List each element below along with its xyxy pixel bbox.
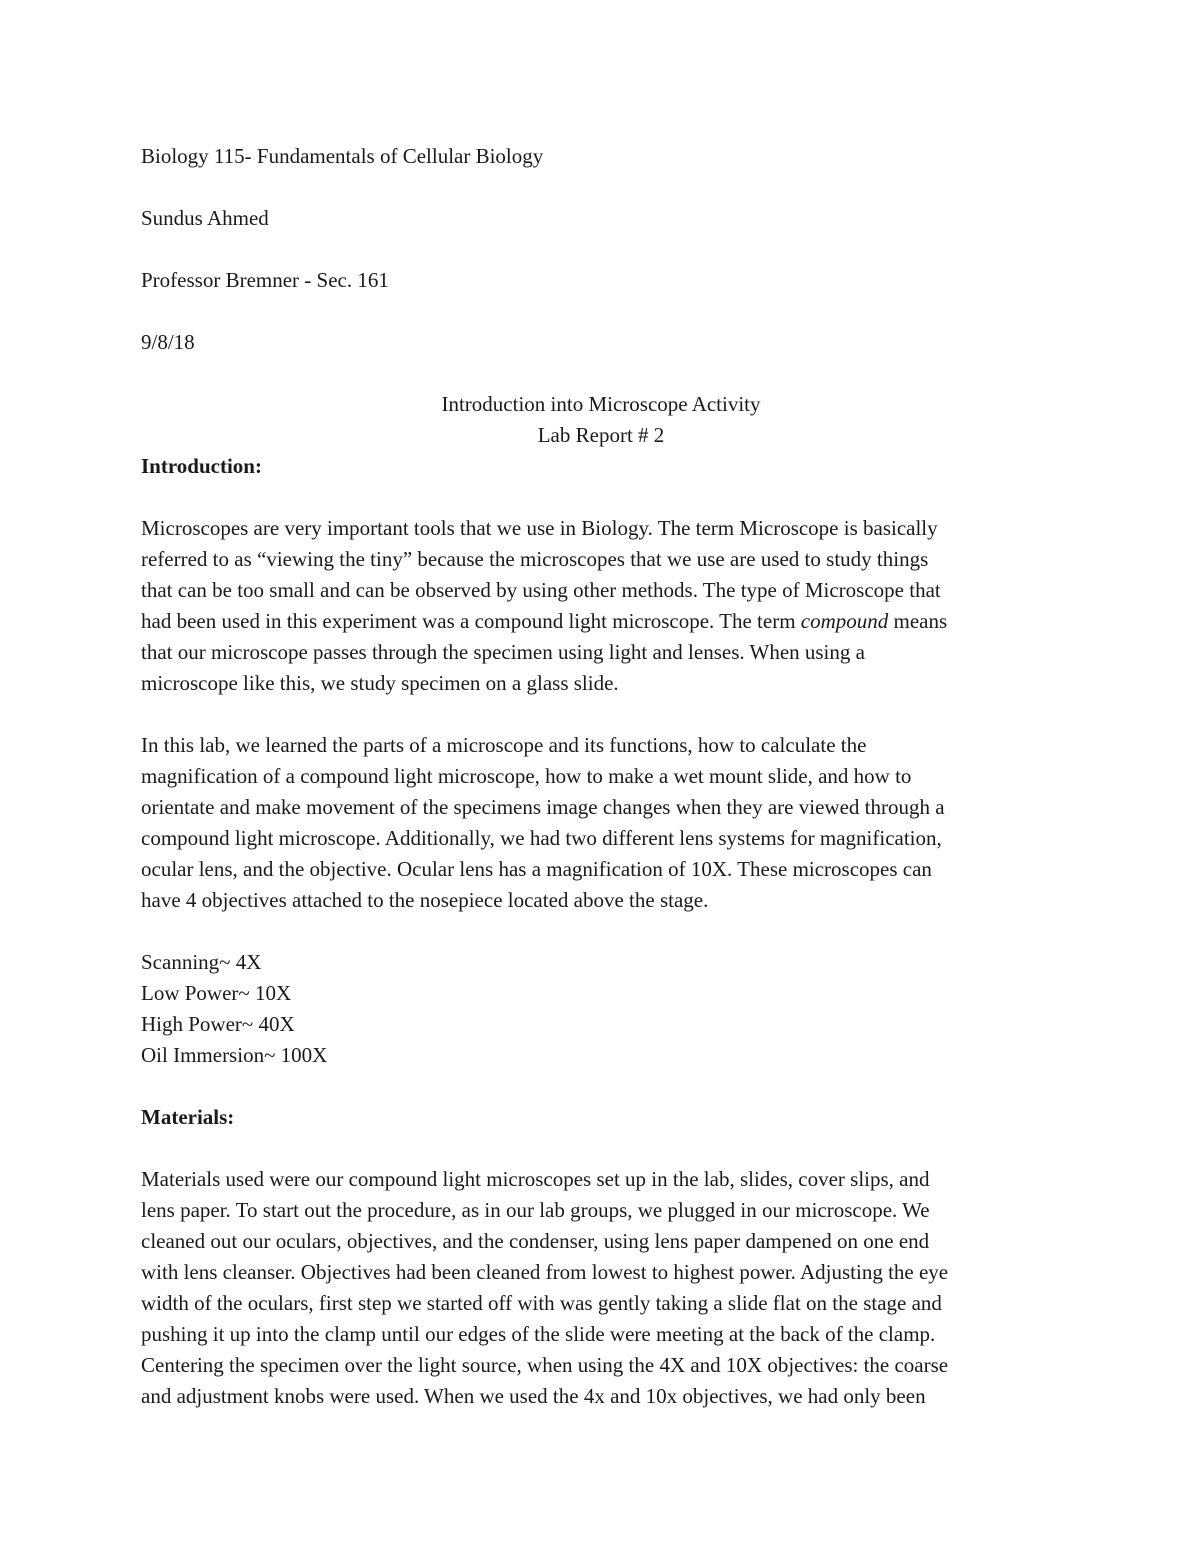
materials-heading: Materials: [141, 1105, 235, 1129]
course-title: Biology 115- Fundamentals of Cellular Biology [141, 144, 544, 168]
italic-term: compound [800, 609, 889, 633]
report-title: Introduction into Microscope Activity [441, 392, 761, 416]
paragraph-line: that can be too small and can be observed by using other methods. The type of Microscope that [141, 578, 941, 602]
paragraph-line: magnification of a compound light microscope, how to make a wet mount slide, and how to [141, 764, 912, 788]
paragraph-line: Materials used were our compound light microscopes set up in the lab, slides, cover slips, and [141, 1167, 930, 1191]
report-subtitle: Lab Report # 2 [537, 423, 665, 447]
student-name: Sundus Ahmed [141, 206, 269, 230]
introduction-heading: Introduction: [141, 454, 262, 478]
document-body [141, 141, 1061, 1412]
paragraph-line: that our microscope passes through the specimen using light and lenses. When using a [141, 640, 865, 664]
paragraph-line: width of the oculars, first step we started off with was gently taking a slide flat on the stage and [141, 1291, 942, 1315]
paragraph-line: ocular lens, and the objective. Ocular lens has a magnification of 10X. These microscopes can [141, 857, 932, 881]
paragraph-line: orientate and make movement of the specimens image changes when they are viewed through a [141, 795, 945, 819]
paragraph-line: referred to as “viewing the tiny” because the microscopes that we use are used to study things [141, 547, 929, 571]
paragraph-line [141, 606, 1061, 637]
paragraph-line: compound light microscope. Additionally, we had two different lens systems for magnification, [141, 826, 942, 850]
introduction-paragraph-2 [141, 730, 1061, 916]
paragraph-line: Centering the specimen over the light source, when using the 4X and 10X objectives: the coarse [141, 1353, 949, 1377]
objectives-list [141, 947, 1061, 1071]
text-run: had been used in this experiment was a compound light microscope. The term [141, 609, 801, 633]
paragraph-line: pushing it up into the clamp until our edges of the slide were meeting at the back of the clamp. [141, 1322, 936, 1346]
objective-item: Scanning~ 4X [141, 950, 262, 974]
paragraph-line: In this lab, we learned the parts of a microscope and its functions, how to calculate the [141, 733, 867, 757]
paragraph-line: microscope like this, we study specimen on a glass slide. [141, 671, 619, 695]
professor-section: Professor Bremner - Sec. 161 [141, 268, 389, 292]
objective-item: High Power~ 40X [141, 1012, 295, 1036]
paragraph-line: have 4 objectives attached to the nosepiece located above the stage. [141, 888, 709, 912]
objective-item: Low Power~ 10X [141, 981, 292, 1005]
materials-paragraph [141, 1164, 1061, 1412]
report-date: 9/8/18 [141, 330, 195, 354]
paragraph-line: lens paper. To start out the procedure, as in our lab groups, we plugged in our microscope. We [141, 1198, 930, 1222]
objective-item: Oil Immersion~ 100X [141, 1043, 328, 1067]
paragraph-line: cleaned out our oculars, objectives, and the condenser, using lens paper dampened on one end [141, 1229, 930, 1253]
paragraph-line: Microscopes are very important tools that we use in Biology. The term Microscope is basically [141, 516, 938, 540]
paragraph-line: and adjustment knobs were used. When we used the 4x and 10x objectives, we had only been [141, 1384, 926, 1408]
introduction-paragraph-1 [141, 513, 1061, 699]
paragraph-line: with lens cleanser. Objectives had been cleaned from lowest to highest power. Adjusting the eye [141, 1260, 949, 1284]
text-run: means [888, 609, 948, 633]
